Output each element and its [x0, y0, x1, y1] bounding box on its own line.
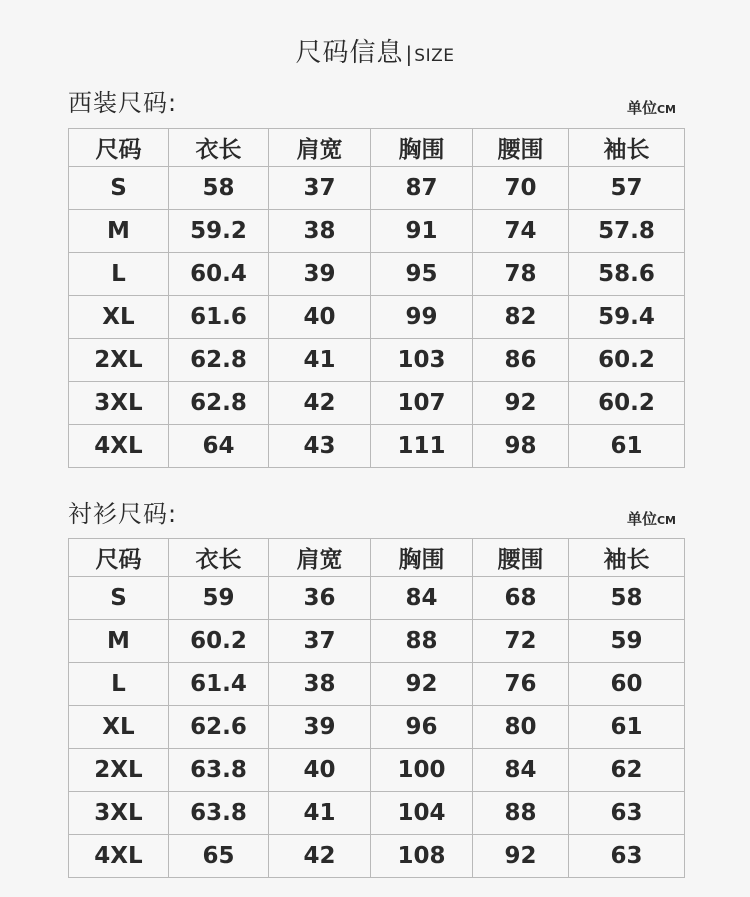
shirt-size-cell: 4XL: [69, 835, 169, 878]
suit-value-cell: 42: [269, 382, 371, 425]
shirt-value-cell: 108: [371, 835, 473, 878]
shirt-value-cell: 62.6: [169, 706, 269, 749]
shirt-header-cell: 衣长: [169, 539, 269, 577]
page-subtitle: SIZE: [414, 46, 455, 66]
shirt-value-cell: 59: [169, 577, 269, 620]
suit-value-cell: 99: [371, 296, 473, 339]
shirt-value-cell: 92: [473, 835, 569, 878]
shirt-header-row: [69, 539, 685, 577]
shirt-value-cell: 42: [269, 835, 371, 878]
shirt-header-cell: 袖长: [569, 539, 685, 577]
suit-value-cell: 59.2: [169, 210, 269, 253]
shirt-value-cell: 36: [269, 577, 371, 620]
shirt-size-cell: S: [69, 577, 169, 620]
page-title-separator: |: [405, 42, 413, 66]
suit-size-cell: L: [69, 253, 169, 296]
shirt-value-cell: 58: [569, 577, 685, 620]
suit-header-cell: 肩宽: [269, 129, 371, 167]
shirt-value-cell: 62: [569, 749, 685, 792]
suit-header-row: [69, 129, 685, 167]
suit-size-cell: XL: [69, 296, 169, 339]
suit-table-row: [69, 296, 685, 339]
shirt-value-cell: 61.4: [169, 663, 269, 706]
shirt-value-cell: 88: [371, 620, 473, 663]
shirt-table-row: [69, 835, 685, 878]
suit-size-cell: M: [69, 210, 169, 253]
shirt-value-cell: 41: [269, 792, 371, 835]
suit-value-cell: 107: [371, 382, 473, 425]
suit-value-cell: 103: [371, 339, 473, 382]
shirt-value-cell: 96: [371, 706, 473, 749]
shirt-value-cell: 88: [473, 792, 569, 835]
suit-table-row: [69, 253, 685, 296]
shirt-value-cell: 80: [473, 706, 569, 749]
shirt-unit-label: [627, 508, 676, 529]
suit-value-cell: 41: [269, 339, 371, 382]
suit-value-cell: 57.8: [569, 210, 685, 253]
suit-value-cell: 87: [371, 167, 473, 210]
page-title-text: 尺码信息: [295, 38, 404, 68]
shirt-value-cell: 104: [371, 792, 473, 835]
shirt-header-cell: 尺码: [69, 539, 169, 577]
shirt-section-title: 衬衫尺码:: [68, 500, 178, 528]
suit-value-cell: 60.2: [569, 382, 685, 425]
suit-value-cell: 61.6: [169, 296, 269, 339]
suit-value-cell: 82: [473, 296, 569, 339]
shirt-size-cell: L: [69, 663, 169, 706]
suit-value-cell: 98: [473, 425, 569, 468]
suit-value-cell: 95: [371, 253, 473, 296]
suit-value-cell: 86: [473, 339, 569, 382]
shirt-size-cell: M: [69, 620, 169, 663]
suit-section-header: [68, 88, 684, 118]
suit-header-cell: 袖长: [569, 129, 685, 167]
shirt-table-row: [69, 577, 685, 620]
suit-value-cell: 62.8: [169, 382, 269, 425]
shirt-unit-text: 单位: [626, 510, 657, 528]
suit-value-cell: 91: [371, 210, 473, 253]
suit-value-cell: 60.2: [569, 339, 685, 382]
suit-value-cell: 78: [473, 253, 569, 296]
suit-table-row: [69, 382, 685, 425]
shirt-value-cell: 63.8: [169, 749, 269, 792]
suit-value-cell: 92: [473, 382, 569, 425]
shirt-header-cell: 腰围: [473, 539, 569, 577]
suit-value-cell: 39: [269, 253, 371, 296]
suit-unit-text: 单位: [626, 99, 657, 117]
suit-value-cell: 38: [269, 210, 371, 253]
suit-value-cell: 37: [269, 167, 371, 210]
shirt-value-cell: 84: [473, 749, 569, 792]
suit-value-cell: 40: [269, 296, 371, 339]
shirt-value-cell: 39: [269, 706, 371, 749]
shirt-value-cell: 61: [569, 706, 685, 749]
shirt-value-cell: 72: [473, 620, 569, 663]
suit-value-cell: 61: [569, 425, 685, 468]
suit-value-cell: 60.4: [169, 253, 269, 296]
suit-table-row: [69, 425, 685, 468]
shirt-value-cell: 68: [473, 577, 569, 620]
shirt-unit-value: CM: [656, 514, 676, 527]
shirt-value-cell: 100: [371, 749, 473, 792]
shirt-size-cell: 3XL: [69, 792, 169, 835]
suit-value-cell: 70: [473, 167, 569, 210]
shirt-header-cell: 肩宽: [269, 539, 371, 577]
shirt-size-table: [68, 538, 685, 878]
suit-size-table: [68, 128, 685, 468]
shirt-value-cell: 38: [269, 663, 371, 706]
shirt-value-cell: 40: [269, 749, 371, 792]
suit-value-cell: 62.8: [169, 339, 269, 382]
suit-size-cell: 4XL: [69, 425, 169, 468]
suit-value-cell: 111: [371, 425, 473, 468]
shirt-value-cell: 65: [169, 835, 269, 878]
suit-value-cell: 74: [473, 210, 569, 253]
suit-header-cell: 尺码: [69, 129, 169, 167]
suit-size-cell: S: [69, 167, 169, 210]
shirt-table-row: [69, 620, 685, 663]
suit-unit-label: [627, 97, 676, 118]
shirt-value-cell: 60.2: [169, 620, 269, 663]
shirt-value-cell: 84: [371, 577, 473, 620]
shirt-size-cell: XL: [69, 706, 169, 749]
suit-header-cell: 衣长: [169, 129, 269, 167]
shirt-header-cell: 胸围: [371, 539, 473, 577]
shirt-value-cell: 63: [569, 835, 685, 878]
suit-header-cell: 腰围: [473, 129, 569, 167]
suit-value-cell: 64: [169, 425, 269, 468]
shirt-size-cell: 2XL: [69, 749, 169, 792]
shirt-value-cell: 37: [269, 620, 371, 663]
shirt-table-row: [69, 706, 685, 749]
suit-value-cell: 57: [569, 167, 685, 210]
suit-table-row: [69, 210, 685, 253]
page-title: [0, 32, 750, 69]
shirt-value-cell: 92: [371, 663, 473, 706]
suit-unit-value: CM: [656, 103, 676, 116]
shirt-table-row: [69, 792, 685, 835]
suit-table-row: [69, 167, 685, 210]
suit-table-row: [69, 339, 685, 382]
shirt-value-cell: 60: [569, 663, 685, 706]
shirt-value-cell: 59: [569, 620, 685, 663]
suit-size-cell: 3XL: [69, 382, 169, 425]
suit-value-cell: 43: [269, 425, 371, 468]
suit-value-cell: 58: [169, 167, 269, 210]
shirt-section-header: [68, 499, 684, 529]
suit-value-cell: 58.6: [569, 253, 685, 296]
suit-size-cell: 2XL: [69, 339, 169, 382]
suit-section-title: 西装尺码:: [68, 89, 178, 117]
shirt-table-row: [69, 663, 685, 706]
suit-header-cell: 胸围: [371, 129, 473, 167]
shirt-value-cell: 76: [473, 663, 569, 706]
shirt-table-row: [69, 749, 685, 792]
shirt-value-cell: 63: [569, 792, 685, 835]
suit-value-cell: 59.4: [569, 296, 685, 339]
shirt-value-cell: 63.8: [169, 792, 269, 835]
